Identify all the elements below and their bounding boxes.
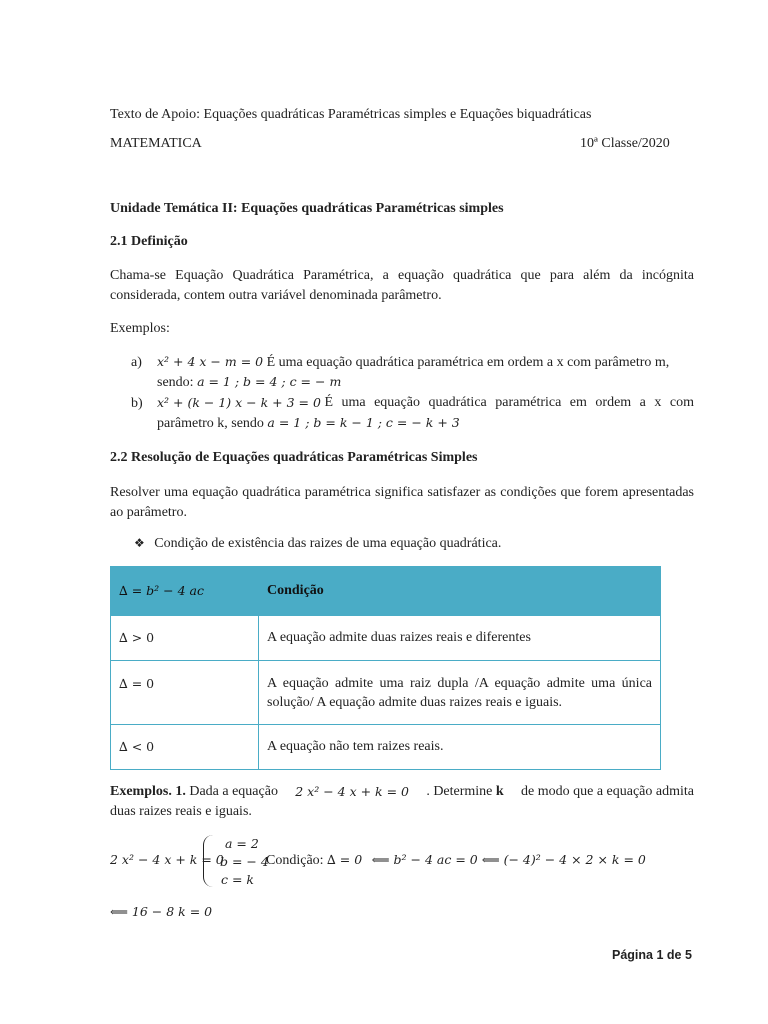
- conditions-table: [110, 566, 661, 770]
- unit-label: Unidade Temática II:: [110, 201, 238, 216]
- header-condition: Condição: [259, 567, 661, 616]
- doc-title-label: Texto de Apoio:: [110, 107, 201, 122]
- unit-heading: [110, 201, 504, 217]
- row-text: A equação admite duas raizes reais e diferentes: [259, 616, 661, 661]
- example-a-line2: [157, 374, 341, 391]
- system-a: a = 2: [225, 836, 259, 851]
- row-condition: ∆ < 0: [111, 725, 259, 770]
- example-1-line1: [110, 784, 694, 800]
- subject-name: MATEMATICA: [110, 136, 202, 151]
- doc-title-rest: Equações quadráticas Paramétricas simples e Equações biquadráticas: [203, 107, 592, 122]
- definition-paragraph: Chama-se Equação Quadrática Paramétrica, a equação quadrática que para além da incógnita considerada, contem outra variável denominada parâmetro.: [110, 268, 694, 303]
- condition-eq: ∆ = 0: [327, 852, 363, 867]
- example-1-k: k: [495, 784, 504, 799]
- example-1-text3: de modo que a equação admita: [521, 784, 694, 799]
- example-a-marker: a): [131, 355, 142, 370]
- existence-bullet: [134, 536, 501, 552]
- example-b-line2: [157, 415, 460, 432]
- system-equation: 2 x² − 4 x + k = 0: [110, 852, 224, 867]
- class-year: 10ª Classe/2020: [580, 136, 670, 151]
- doc-title: [110, 107, 591, 123]
- example-b-coeffs: a = 1 ; b = k − 1 ; c = − k + 3: [267, 415, 460, 430]
- examples-label: Exemplos:: [110, 321, 170, 336]
- example-a-line1: [157, 354, 694, 371]
- system-brace-icon: [203, 835, 214, 887]
- example-b-text: É uma equação quadrática paramétrica em ordem a x com: [324, 395, 694, 410]
- section-heading-21: 2.1 Definição: [110, 234, 188, 249]
- example-1-line2: duas raizes reais e iguais.: [110, 804, 252, 819]
- example-b-param: parâmetro k, sendo: [157, 416, 264, 431]
- row-condition: ∆ > 0: [111, 616, 259, 661]
- header-formula: ∆ = b² − 4 ac: [111, 567, 259, 616]
- page-number: Página 1 de 5: [612, 948, 692, 962]
- example-a-sendo: sendo:: [157, 375, 194, 390]
- example-a-equation: x² + 4 x − m = 0: [157, 354, 264, 369]
- condition-chain: ⟸ b² − 4 ac = 0 ⟸ (− 4)² − 4 × 2 × k = 0: [371, 852, 646, 867]
- unit-title: Equações quadráticas Paramétricas simples: [241, 201, 504, 216]
- section-heading-22: 2.2 Resolução de Equações quadráticas Paramétricas Simples: [110, 450, 478, 465]
- row-condition: ∆ = 0: [111, 661, 259, 725]
- diamond-bullet-icon: ❖: [134, 536, 145, 550]
- table-row: [111, 661, 661, 725]
- example-1-text1: Dada a equação: [189, 784, 278, 799]
- system-b: b = − 4: [220, 854, 269, 869]
- example-b-line1: [157, 395, 694, 411]
- example-b-equation: x² + (k − 1) x − k + 3 = 0: [157, 395, 321, 410]
- existence-bullet-text: Condição de existência das raizes de uma equação quadrática.: [154, 536, 502, 551]
- step-equation: ⟸ 16 − 8 k = 0: [110, 904, 213, 919]
- table-row: [111, 725, 661, 770]
- example-1-text2: . Determine: [426, 784, 493, 799]
- row-text: A equação não tem raizes reais.: [259, 725, 661, 770]
- row-text: A equação admite uma raiz dupla /A equação admite uma única solução/ A equação admite duas raizes reais e iguais.: [259, 661, 661, 725]
- example-a-coeffs: a = 1 ; b = 4 ; c = − m: [197, 374, 342, 389]
- example-1-equation: 2 x² − 4 x + k = 0: [295, 784, 410, 799]
- example-b-marker: b): [131, 396, 143, 411]
- system-c: c = k: [221, 872, 254, 887]
- condition-label: Condição:: [266, 853, 324, 868]
- table-row: [111, 616, 661, 661]
- example-a-text: É uma equação quadrática paramétrica em ordem a x com parâmetro m,: [266, 355, 670, 370]
- resolution-paragraph: Resolver uma equação quadrática paramétrica significa satisfazer as condições que forem apresentadas ao parâmetro.: [110, 485, 694, 520]
- example-1-label: Exemplos. 1.: [110, 784, 186, 799]
- table-header-row: [111, 567, 661, 616]
- condition-line: [266, 852, 646, 869]
